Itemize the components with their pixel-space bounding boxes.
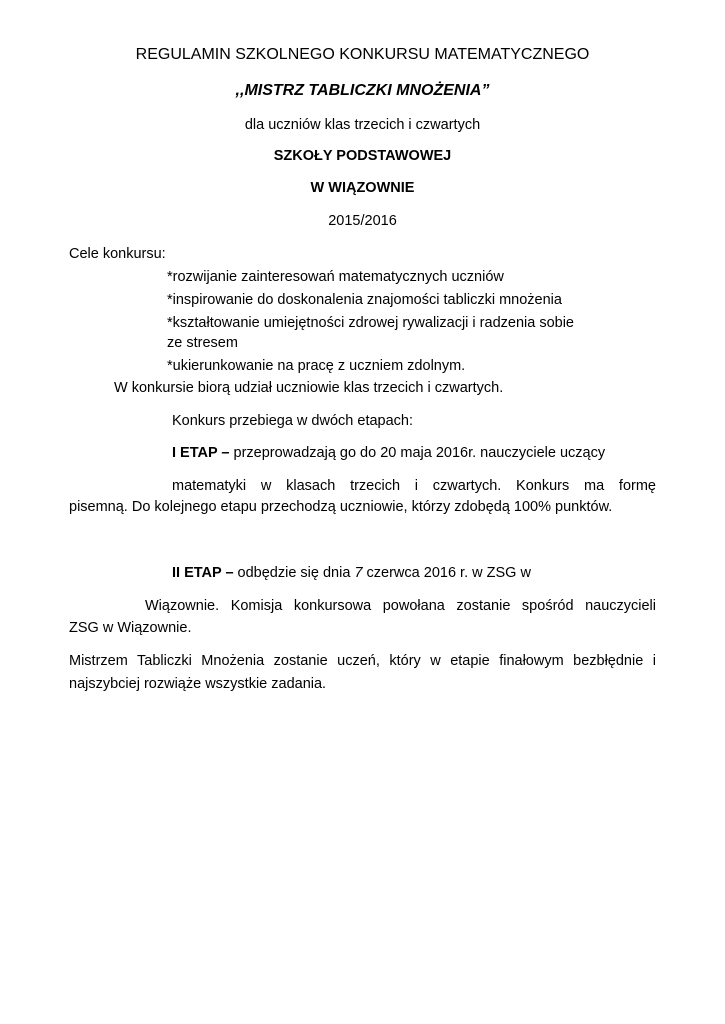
audience-line: dla uczniów klas trzecich i czwartych <box>244 117 481 133</box>
participants-line: W konkursie biorą udział uczniowie klas trzecich i czwartych. <box>114 380 504 396</box>
document-title: REGULAMIN SZKOLNEGO KONKURSU MATEMATYCZNEGO <box>135 46 590 63</box>
goal-item-3: *kształtowanie umiejętności zdrowej rywalizacji i radzenia sobie <box>167 315 574 331</box>
goal-item-4: *ukierunkowanie na pracę z uczniem zdolnym. <box>167 358 466 374</box>
stage-2-line-1 <box>172 563 531 583</box>
stage-2-text-b: czerwca 2016 r. w ZSG w <box>362 565 531 581</box>
stage-1-line-1 <box>172 443 605 463</box>
goals-heading: Cele konkursu: <box>69 246 166 262</box>
contest-name: ,,MISTRZ TABLICZKI MNOŻENIA” <box>235 82 490 99</box>
school-year: 2015/2016 <box>328 213 397 229</box>
stage-2-text-a: odbędzie się dnia <box>233 565 355 581</box>
stage-2-line-3: ZSG w Wiązownie. <box>69 620 192 636</box>
stage-2-line-2: Wiązownie. Komisja konkursowa powołana zostanie spośród nauczycieli <box>145 598 656 614</box>
stages-intro: Konkurs przebiega w dwóch etapach: <box>172 413 414 429</box>
goal-item-3-cont: ze stresem <box>167 335 238 351</box>
stage-1-line-2: matematyki w klasach trzecich i czwartych. Konkurs ma formę <box>172 478 656 494</box>
winner-line-1: Mistrzem Tabliczki Mnożenia zostanie uczeń, który w etapie finałowym bezbłędnie i <box>69 653 656 669</box>
stage-2-label: II ETAP – <box>172 565 234 581</box>
school-line-2: W WIĄZOWNIE <box>310 180 415 196</box>
stage-1-text: przeprowadzają go do 20 maja 2016r. nauczyciele uczący <box>229 445 606 461</box>
stage-1-line-3: pisemną. Do kolejnego etapu przechodzą uczniowie, którzy zdobędą 100% punktów. <box>69 499 613 515</box>
school-line-1: SZKOŁY PODSTAWOWEJ <box>273 148 452 164</box>
stage-1-label: I ETAP – <box>172 445 230 461</box>
stage-2-day: 7 <box>354 565 363 581</box>
goal-item-1: *rozwijanie zainteresowań matematycznych uczniów <box>167 269 504 285</box>
winner-line-2: najszybciej rozwiąże wszystkie zadania. <box>69 676 327 692</box>
goal-item-2: *inspirowanie do doskonalenia znajomości tabliczki mnożenia <box>167 292 562 308</box>
